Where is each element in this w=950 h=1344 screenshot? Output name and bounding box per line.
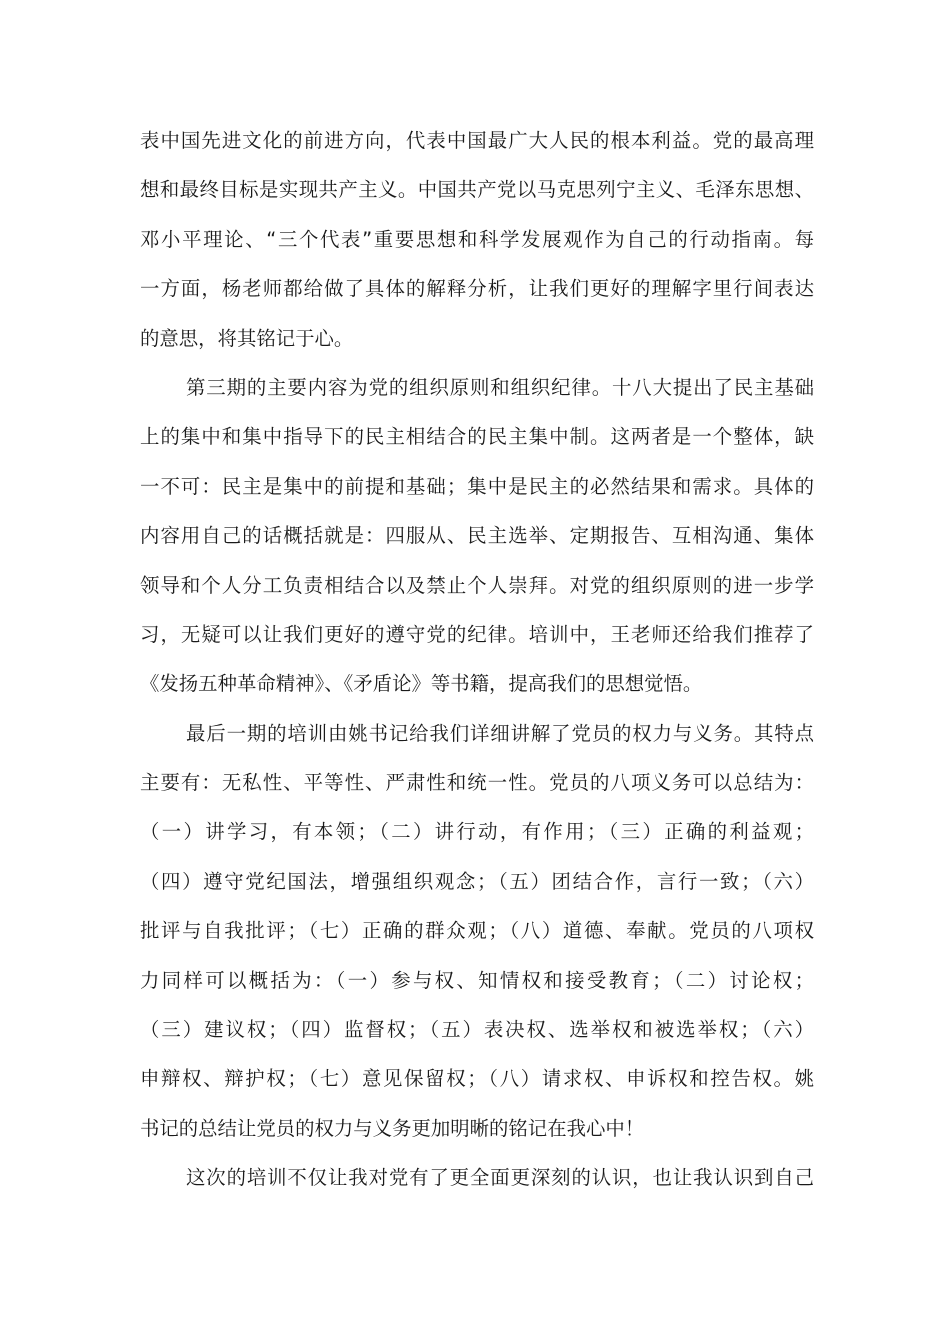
text-line: 邓小平理论、“三个代表”重要思想和科学发展观作为自己的行动指南。每 [140, 227, 814, 251]
text-line: 力同样可以概括为：（一）参与权、知情权和接受教育；（二）讨论权； [140, 968, 814, 992]
text-line: 上的集中和集中指导下的民主相结合的民主集中制。这两者是一个整体，缺 [140, 425, 814, 449]
text-line: 申辩权、辩护权；（七）意见保留权；（八）请求权、申诉权和控告权。姚 [140, 1067, 814, 1091]
text-line: 书记的总结让党员的权力与义务更加明晰的铭记在我心中！ [140, 1116, 645, 1140]
text-line: 的意思，将其铭记于心。 [140, 326, 354, 350]
document-body [140, 116, 814, 1203]
text-line: （四）遵守党纪国法，增强组织观念；（五）团结合作，言行一致；（六） [140, 869, 814, 893]
text-line: 表中国先进文化的前进方向，代表中国最广大人民的根本利益。党的最高理 [140, 129, 814, 152]
text-line: 领导和个人分工负责相结合以及禁止个人崇拜。对党的组织原则的进一步学 [140, 573, 814, 597]
text-line: 第三期的主要内容为党的组织原则和组织纪律。十八大提出了民主基础 [186, 375, 814, 399]
text-line: 一方面，杨老师都给做了具体的解释分析，让我们更好的理解字里行间表达 [140, 277, 814, 301]
text-line: 批评与自我批评；（七）正确的群众观；（八）道德、奉献。党员的八项权 [140, 919, 814, 943]
text-line: 习，无疑可以让我们更好的遵守党的纪律。培训中，王老师还给我们推荐了 [140, 622, 814, 646]
text-line: （三）建议权；（四）监督权；（五）表决权、选举权和被选举权；（六） [140, 1018, 814, 1042]
text-line: 这次的培训不仅让我对党有了更全面更深刻的认识，也让我认识到自己 [186, 1166, 814, 1190]
text-line: 想和最终目标是实现共产主义。中国共产党以马克思列宁主义、毛泽东思想、 [140, 178, 814, 202]
text-line: 内容用自己的话概括就是：四服从、民主选举、定期报告、互相沟通、集体 [140, 524, 814, 548]
text-line: 《发扬五种革命精神》、《矛盾论》等书籍，提高我们的思想觉悟。 [140, 672, 703, 696]
text-line: 主要有：无私性、平等性、严肃性和统一性。党员的八项义务可以总结为： [140, 771, 814, 795]
text-line: 最后一期的培训由姚书记给我们详细讲解了党员的权力与义务。其特点 [186, 721, 814, 745]
text-line: 一不可：民主是集中的前提和基础；集中是民主的必然结果和需求。具体的 [140, 474, 814, 498]
text-line: （一）讲学习，有本领；（二）讲行动，有作用；（三）正确的利益观； [140, 820, 814, 844]
